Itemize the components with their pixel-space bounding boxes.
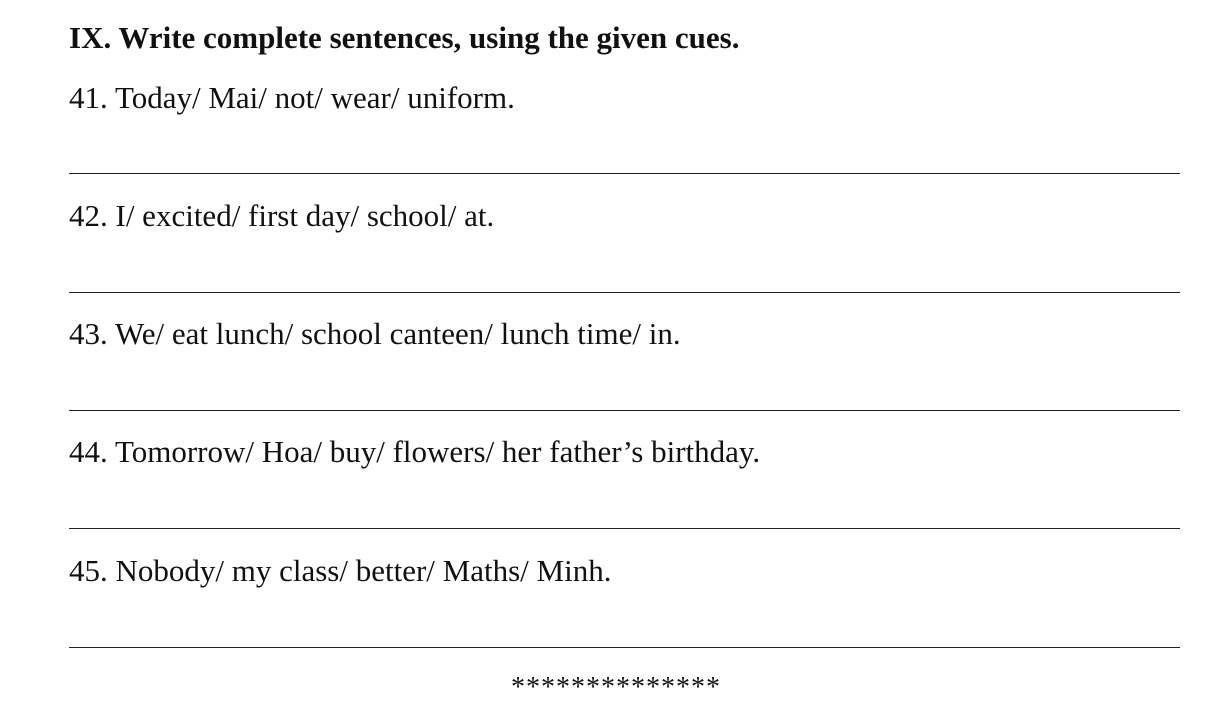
- question-43: 43. We/ eat lunch/ school canteen/ lunch time/ in.: [69, 316, 681, 351]
- answer-line-43[interactable]: [69, 410, 1180, 411]
- question-42: 42. I/ excited/ first day/ school/ at.: [69, 198, 495, 233]
- section-heading: IX. Write complete sentences, using the given cues.: [69, 20, 740, 55]
- question-41: 41. Today/ Mai/ not/ wear/ uniform.: [69, 80, 515, 115]
- answer-line-42[interactable]: [69, 292, 1180, 293]
- answer-line-45[interactable]: [69, 647, 1180, 648]
- end-divider: **************: [511, 672, 721, 703]
- question-44: 44. Tomorrow/ Hoa/ buy/ flowers/ her father’s birthday.: [69, 434, 761, 469]
- question-45: 45. Nobody/ my class/ better/ Maths/ Minh.: [69, 553, 612, 588]
- answer-line-44[interactable]: [69, 528, 1180, 529]
- answer-line-41[interactable]: [69, 173, 1180, 174]
